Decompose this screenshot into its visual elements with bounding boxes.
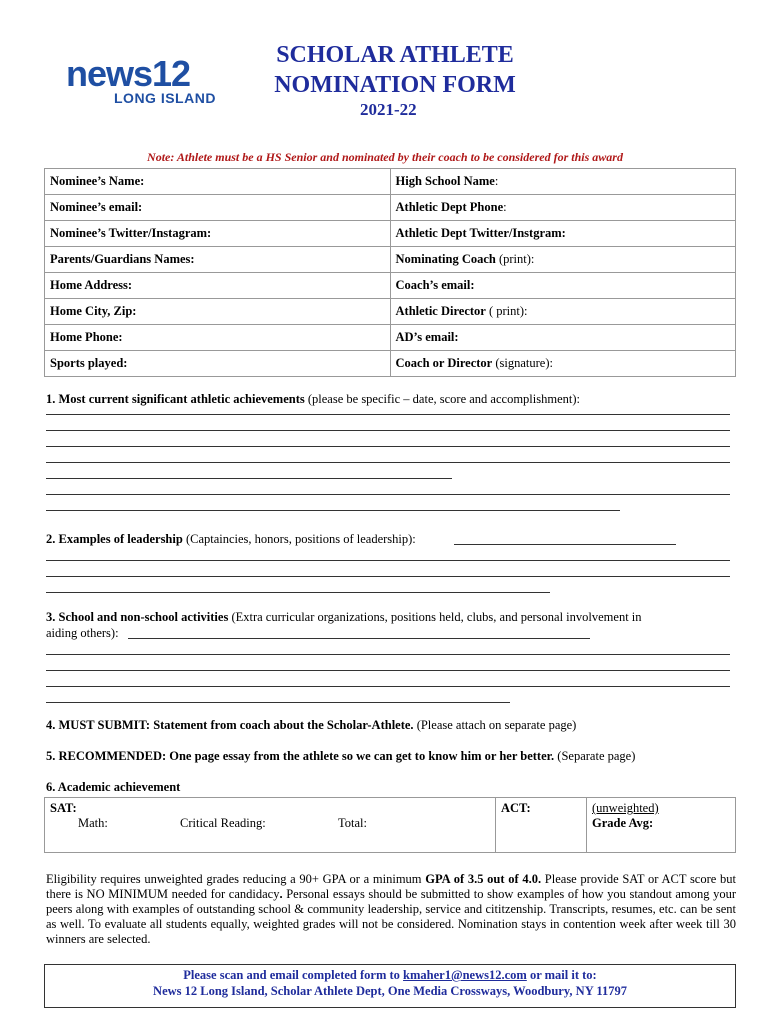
info-field-label: Nominee’s Name:	[50, 174, 145, 188]
q1-answer-line[interactable]	[46, 414, 730, 415]
info-field-label: Athletic Director	[395, 304, 486, 318]
q3-answer-line[interactable]	[46, 686, 730, 687]
q2-hint: (Captaincies, honors, positions of leadership):	[182, 532, 416, 546]
info-field-left[interactable]	[45, 247, 391, 273]
email-link[interactable]: kmaher1@news12.com	[403, 968, 527, 982]
question-2	[46, 532, 416, 547]
eligibility-paragraph	[46, 872, 736, 947]
info-row	[45, 325, 736, 351]
submission-instructions	[44, 964, 736, 1008]
grade-avg-cell[interactable]	[587, 798, 736, 853]
info-field-label: Nominating Coach	[395, 252, 496, 266]
form-title	[270, 40, 520, 100]
question-1	[46, 392, 580, 407]
q3-answer-line[interactable]	[46, 702, 510, 703]
info-field-label: AD’s email:	[395, 330, 459, 344]
grade-avg-label: Grade Avg:	[592, 816, 654, 830]
q1-answer-line[interactable]	[46, 494, 730, 495]
info-field-suffix: :	[503, 200, 507, 214]
info-row	[45, 169, 736, 195]
logo-wordmark: news12	[66, 53, 191, 94]
info-field-right[interactable]	[390, 351, 736, 377]
info-field-right[interactable]	[390, 325, 736, 351]
info-field-label: Coach’s email:	[395, 278, 475, 292]
q1-label: 1. Most current significant athletic achievements	[46, 392, 305, 406]
news12-logo	[66, 53, 246, 108]
info-field-left[interactable]	[45, 325, 391, 351]
q1-answer-line[interactable]	[46, 462, 730, 463]
info-field-label: Sports played:	[50, 356, 128, 370]
critical-reading-label: Critical Reading:	[180, 816, 266, 830]
footer-text: or mail it to:	[526, 968, 597, 982]
eligibility-period: .	[279, 887, 283, 901]
sat-label: SAT:	[50, 801, 77, 815]
q1-hint: (please be specific – date, score and accomplishment):	[304, 392, 580, 406]
q3-label: 3. School and non-school activities	[46, 610, 229, 624]
footer-text: Please scan and email completed form to	[183, 968, 404, 982]
info-field-left[interactable]	[45, 195, 391, 221]
question-3	[46, 610, 642, 625]
info-field-right[interactable]	[390, 221, 736, 247]
q3-answer-line[interactable]	[46, 670, 730, 671]
q1-answer-line[interactable]	[46, 430, 730, 431]
info-row	[45, 221, 736, 247]
math-label: Math:	[78, 816, 108, 830]
q3-answer-line[interactable]	[128, 638, 590, 639]
eligibility-text: Please provide SAT or ACT score but there is NO MINIMUM needed for candidacy	[46, 872, 736, 901]
info-field-label: Parents/Guardians Names:	[50, 252, 195, 266]
info-field-suffix: (signature):	[492, 356, 553, 370]
q2-answer-line[interactable]	[46, 592, 550, 593]
question-5	[46, 749, 635, 764]
info-row	[45, 273, 736, 299]
act-label: ACT:	[501, 801, 531, 815]
info-field-label: Nominee’s email:	[50, 200, 143, 214]
q1-answer-line[interactable]	[46, 510, 620, 511]
info-field-label: Athletic Dept Twitter/Instgram:	[395, 226, 566, 240]
q6-label: 6. Academic achievement	[46, 780, 181, 794]
q1-answer-line[interactable]	[46, 478, 452, 479]
info-field-right[interactable]	[390, 247, 736, 273]
nominee-info-table	[44, 168, 736, 377]
info-field-right[interactable]	[390, 273, 736, 299]
eligibility-gpa: GPA of 3.5 out of 4.0.	[425, 872, 542, 886]
info-field-suffix: :	[494, 174, 499, 188]
info-field-right[interactable]	[390, 195, 736, 221]
info-field-label: Coach or Director	[395, 356, 493, 370]
eligibility-text: Eligibility requires unweighted grades reducing a 90+ GPA or a minimum	[46, 872, 426, 886]
question-6	[46, 780, 180, 795]
info-row	[45, 247, 736, 273]
info-field-right[interactable]	[390, 299, 736, 325]
q3-answer-line[interactable]	[46, 654, 730, 655]
q1-answer-line[interactable]	[46, 446, 730, 447]
info-field-left[interactable]	[45, 351, 391, 377]
q3-hint: (Extra curricular organizations, positions held, clubs, and personal involvement in	[228, 610, 642, 624]
act-cell[interactable]	[496, 798, 587, 853]
question-3-continued: aiding others):	[46, 626, 119, 640]
question-4	[46, 718, 576, 733]
info-field-left[interactable]	[45, 221, 391, 247]
info-field-label: Home Phone:	[50, 330, 123, 344]
total-label: Total:	[338, 816, 367, 830]
title-line-1: SCHOLAR ATHLETE	[276, 42, 514, 68]
info-field-left[interactable]	[45, 169, 391, 195]
info-field-label: Athletic Dept Phone	[395, 200, 504, 214]
info-field-right[interactable]	[390, 169, 736, 195]
info-field-label: High School Name	[395, 174, 495, 188]
info-field-label: Nominee’s Twitter/Instagram:	[50, 226, 212, 240]
footer-line-2: News 12 Long Island, Scholar Athlete Dept, One Media Crossways, Woodbury, NY 11797	[153, 984, 627, 998]
q4-hint: (Please attach on separate page)	[413, 718, 577, 732]
q2-answer-line[interactable]	[46, 560, 730, 561]
title-line-2: NOMINATION FORM	[274, 72, 516, 98]
info-field-suffix: ( print):	[485, 304, 528, 318]
footer-line-1	[45, 967, 735, 983]
info-field-suffix: (print):	[495, 252, 535, 266]
form-year: 2021-22	[360, 100, 417, 119]
academic-table	[44, 797, 736, 853]
sat-cell[interactable]	[45, 798, 496, 853]
unweighted-label: (unweighted)	[592, 801, 659, 815]
q2-label: 2. Examples of leadership	[46, 532, 183, 546]
info-field-left[interactable]	[45, 299, 391, 325]
q5-label: 5. RECOMMENDED: One page essay from the athlete so we can get to know him or her better.	[46, 749, 555, 763]
q4-label: 4. MUST SUBMIT: Statement from coach about the Scholar-Athlete.	[46, 718, 414, 732]
q2-answer-line[interactable]	[454, 544, 676, 545]
info-row	[45, 195, 736, 221]
q2-answer-line[interactable]	[46, 576, 730, 577]
eligibility-note: Note: Athlete must be a HS Senior and nominated by their coach to be considered for this award	[147, 150, 623, 164]
info-row	[45, 351, 736, 377]
info-field-left[interactable]	[45, 273, 391, 299]
logo-subtitle: LONG ISLAND	[114, 90, 216, 106]
info-field-label: Home City, Zip:	[50, 304, 137, 318]
info-field-label: Home Address:	[50, 278, 133, 292]
q5-hint: (Separate page)	[554, 749, 636, 763]
info-row	[45, 299, 736, 325]
eligibility-text: Personal essays should be submitted to show examples of how you standout among your peers along with examples of outstanding school & community leadership, service and cititzenship. Transcripts, resumes, etc. can be sent as well. To evaluate all students equally, weighted grades will not be considered. Nomination stays in contention week after week till 30 winners are selected.	[46, 887, 736, 946]
